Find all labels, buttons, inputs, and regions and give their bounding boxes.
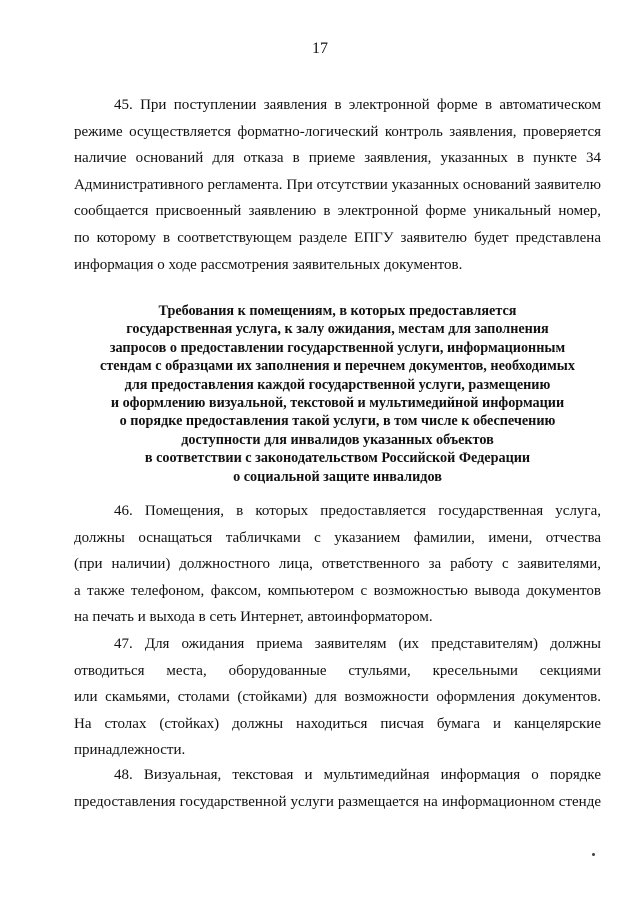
heading-line: в соответствии с законодательством Российской Федерации — [144, 450, 531, 467]
paragraph-line: 47. Для ожидания приема заявителям (их представителям) должны — [114, 636, 601, 652]
heading-line: о порядке предоставления такой услуги, в том числе к обеспечению — [119, 413, 556, 430]
paragraph-line: наличие оснований для отказа в приеме заявления, указанных в пункте 34 — [74, 150, 601, 167]
paragraph-line: 46. Помещения, в которых предоставляется государственная услуга, — [114, 503, 601, 519]
paragraph-line: 45. При поступлении заявления в электронной форме в автоматическом — [114, 97, 601, 113]
paragraph-45 — [74, 92, 601, 278]
paragraph-47 — [74, 631, 601, 764]
heading-line: и оформлению визуальной, текстовой и мультимедийной информации — [110, 395, 565, 412]
paragraph-line: 48. Визуальная, текстовая и мультимедийная информация о порядке — [114, 767, 601, 783]
page-number: 17 — [312, 40, 328, 57]
heading-line: для предоставления каждой государственной услуги, размещению — [124, 376, 551, 393]
heading-line: государственная услуга, к залу ожидания, местам для заполнения — [126, 321, 549, 338]
section-heading — [60, 302, 615, 486]
paragraph-line: а также телефоном, факсом, компьютером с возможностью вывода документов — [74, 582, 601, 599]
paragraph-line: принадлежности. — [74, 742, 186, 759]
paragraph-line: отводиться места, оборудованные стульями, кресельными секциями — [74, 662, 601, 679]
heading-line: о социальной защите инвалидов — [233, 468, 442, 485]
paragraph-line: сообщается присвоенный заявлению в электронной форме уникальный номер, — [74, 203, 601, 220]
heading-line: стендам с образцами их заполнения и перечнем документов, необходимых — [100, 358, 575, 375]
paragraph-line: (при наличии) должностного лица, ответственного за работу с заявителями, — [74, 556, 601, 573]
heading-line: Требования к помещениям, в которых предоставляется — [158, 303, 517, 319]
paragraph-line: по которому в соответствующем разделе ЕПГУ заявителю будет представлена — [74, 229, 601, 246]
paragraph-line: режиме осуществляется форматно-логический контроль заявления, проверяется — [74, 123, 601, 140]
paragraph-line: должны оснащаться табличками с указанием фамилии, имени, отчества — [74, 529, 601, 546]
heading-line: доступности для инвалидов указанных объектов — [181, 431, 494, 448]
paragraph-line: или скамьями, столами (стойками) для возможности оформления документов. — [74, 689, 601, 706]
heading-line: запросов о предоставлении государственной услуги, информационным — [109, 339, 566, 356]
paragraph-line: Административного регламента. При отсутствии указанных оснований заявителю — [74, 176, 601, 193]
paragraph-line: на печать и выхода в сеть Интернет, автоинформатором. — [74, 609, 433, 626]
paragraph-48 — [74, 762, 601, 815]
scan-speck — [592, 853, 595, 856]
paragraph-line: предоставления государственной услуги размещается на информационном стенде — [74, 793, 601, 810]
paragraph-46 — [74, 498, 601, 631]
paragraph-line: информация о ходе рассмотрения заявительных документов. — [74, 256, 463, 273]
paragraph-line: На столах (стойках) должны находиться писчая бумага и канцелярские — [74, 715, 601, 732]
